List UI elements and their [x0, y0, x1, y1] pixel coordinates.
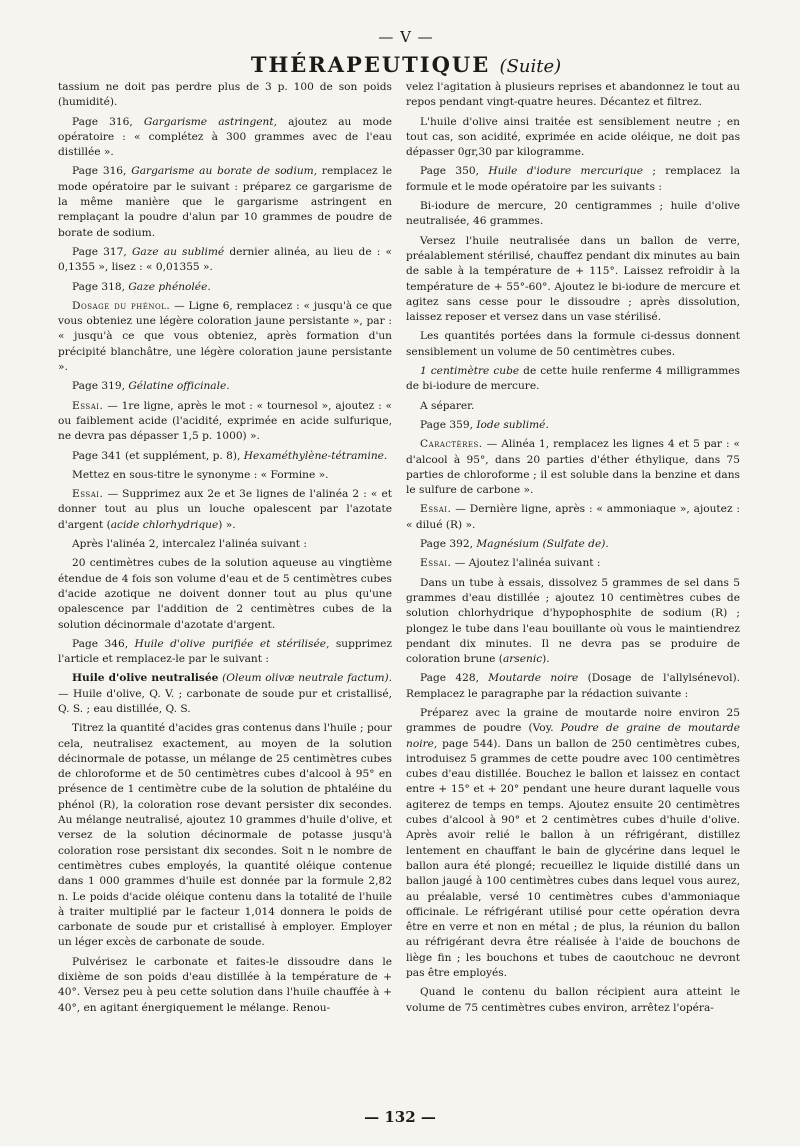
paragraph: Mettez en sous-titre le synonyme : « Formine ». — [72, 468, 329, 481]
paragraph: Les quantités portées dans la formule ci-dessus donnent sensiblement un volume de 50 centimètres cubes. — [406, 330, 740, 358]
paragraph: Bi-iodure de mercure, 20 centigrammes ; huile d'olive neutralisée, 46 grammes. — [406, 200, 740, 228]
heading-title: THÉRAPEUTIQUE — [250, 52, 491, 77]
paragraph: A séparer. — [420, 399, 475, 412]
paragraph: Page 350, Huile d'iodure mercurique ; remplacez la formule et le mode opératoire par les suivants : — [406, 165, 741, 193]
paragraph: Page 428, Moutarde noire (Dosage de l'allylsénevol). Remplacez le paragraphe par la rédaction suivante : — [406, 672, 740, 700]
paragraph: Caractères. — Alinéa 1, remplacez les lignes 4 et 5 par : « d'alcool à 95°, dans 20 parties d'éther éthylique, dans 75 parties de chloroforme ; il est soluble dans la benzine et dans le sulfure de carbone ». — [406, 438, 740, 497]
paragraph: Titrez la quantité d'acides gras contenus dans l'huile ; pour cela, neutralisez exactement, au moyen de la solution décinormale de potasse, un mélange de 25 centimètres cubes de chloroforme et de 50 centimètres cubes d'alcool à 95° en présence de 1 centimètre cube de la solution de phtaléine du phénol (R), la coloration rose devant persister dix secondes. Au mélange neutralisé, ajoutez 10 grammes d'huile d'olive, et versez de la solution décinormale de potasse jusqu'à coloration rose persistant dix secondes. Soit n le nombre de centimètres cubes employés, la quantité oléique contenue dans 1 000 grammes d'huile est donnée par la formule 2,82 n. Le poids d'acide oléique contenu dans la totalité de l'huile à traiter multiplié par le facteur 1,014 donnera le poids de carbonate de soude pur et cristallisé à employer. Employer un léger excès de carbonate de soude. — [58, 722, 392, 949]
paragraph: Page 346, Huile d'olive purifiée et stérilisée, supprimez l'article et remplacez-le par le suivant : — [58, 637, 392, 666]
paragraph: Dans un tube à essais, dissolvez 5 grammes de sel dans 5 grammes d'eau distillée ; ajoutez 10 centimètres cubes de solution chlorhydrique d'hypophosphite de sodium (R) ; plongez le tube dans l'eau bouillante où vous le maintiendrez pendant dix minutes. Il ne devra pas se produire de coloration brune (arsenic). — [406, 576, 740, 666]
paragraph: Huile d'olive neutralisée (Oleum olivæ neutrale factum). — Huile d'olive, Q. V. ; carbonate de soude pur et cristallisé, Q. S. ; eau distillée, Q. S. — [58, 672, 392, 715]
paragraph: Essai. — Ajoutez l'alinéa suivant : — [420, 557, 601, 570]
left-column — [58, 80, 392, 1080]
paragraph: Page 359, Iode sublimé. — [420, 418, 549, 431]
roman-page-number: — V — — [378, 28, 434, 46]
paragraph: Dosage du phénol. — Ligne 6, remplacez : « jusqu'à ce que vous obteniez une légère coloration jaune persistante », par : « jusqu'à ce que vous obteniez, après formation d'un précipité blanchâtre, une légère coloration jaune persistante ». — [58, 299, 392, 374]
paragraph: velez l'agitation à plusieurs reprises et abandonnez le tout au repos pendant vingt-quatre heures. Décantez et filtrez. — [406, 81, 740, 109]
paragraph: Page 319, Gélatine officinale. — [72, 380, 230, 393]
paragraph: Quand le contenu du ballon récipient aura atteint le volume de 75 centimètres cubes environ, arrêtez l'opéra- — [406, 986, 740, 1014]
paragraph: Pulvérisez le carbonate et faites-le dissoudre dans le dixième de son poids d'eau distillée à la température de + 40°. Versez peu à peu cette solution dans l'huile chauffée à + 40°, en agitant énergiquement le mélange. Renou- — [58, 955, 392, 1014]
paragraph: Page 317, Gaze au sublimé dernier alinéa, au lieu de : « 0,1355 », lisez : « 0,01355 ». — [58, 245, 392, 274]
paragraph: 20 centimètres cubes de la solution aqueuse au vingtième étendue de 4 fois son volume d'eau et de 5 centimètres cubes d'acide azotique ne doivent donner tout au plus qu'une opalescence par l'addition de 2 centimètres cubes de la solution décinormale d'azotate d'argent. — [58, 557, 392, 631]
paragraph: Page 318, Gaze phénolée. — [72, 280, 211, 293]
paragraph: Essai. — Supprimez aux 2e et 3e lignes de l'alinéa 2 : « et donner tout au plus un louche opalescent par l'azotate d'argent (acide chlorhydrique) ». — [58, 488, 392, 531]
paragraph: Essai. — Dernière ligne, après : « ammoniaque », ajoutez : « dilué (R) ». — [406, 503, 740, 531]
paragraph: Page 392, Magnésium (Sulfate de). — [420, 538, 609, 551]
paragraph: tassium ne doit pas perdre plus de 3 p. 100 de son poids (humidité). — [58, 81, 392, 109]
paragraph: Page 316, Gargarisme astringent, ajoutez au mode opératoire : « complétez à 300 grammes avec de l'eau distillée ». — [58, 115, 393, 159]
section-heading — [58, 50, 754, 80]
paragraph: L'huile d'olive ainsi traitée est sensiblement neutre ; en tout cas, son acidité, exprimée en acide oléique, ne doit pas dépasser 0gr,30 par kilogramme. — [406, 115, 740, 159]
heading-suite: (Suite) — [499, 56, 562, 77]
text-columns — [58, 80, 754, 1080]
right-column — [406, 80, 740, 1080]
paragraph: Après l'alinéa 2, intercalez l'alinéa suivant : — [72, 538, 308, 551]
paragraph: Essai. — 1re ligne, après le mot : « tournesol », ajoutez : « ou faiblement acide (l'acidité, exprimée en acide sulfurique, ne devra pas dépasser 1,5 p. 1000) ». — [58, 399, 392, 443]
paragraph: Page 341 (et supplément, p. 8), Hexaméthylène-tétramine. — [72, 449, 388, 462]
paragraph: 1 centimètre cube de cette huile renferme 4 milligrammes de bi-iodure de mercure. — [406, 365, 740, 393]
page-number: — 132 — — [364, 1108, 436, 1126]
paragraph: Page 316, Gargarisme au borate de sodium, remplacez le mode opératoire par le suivant : préparez ce gargarisme de la même manière que le gargarisme astringent en remplaçant la poudre d'alun par 10 grammes de poudre de borate de sodium. — [58, 165, 393, 239]
paragraph: Versez l'huile neutralisée dans un ballon de verre, préalablement stérilisé, chauffez pendant dix minutes au bain de sable à la température de + 115°. Laissez refroidir à la température de + 55°-60°. Ajoutez le bi-iodure de mercure et agitez sans cesse pour le dissoudre ; après dissolution, laissez reposer et versez dans un vase stérilisé. — [406, 234, 740, 324]
paragraph: Préparez avec la graine de moutarde noire environ 25 grammes de poudre (Voy. Poudre de graine de moutarde noire, page 544). Dans un ballon de 250 centimètres cubes, introduisez 5 grammes de cette poudre avec 100 centimètres cubes d'eau distillée. Bouchez le ballon et laissez en contact entre + 15° et + 20° pendant une heure durant laquelle vous agiterez de temps en temps. Ajoutez ensuite 20 centimètres cubes d'alcool à 90° et 2 centimètres cubes d'huile d'olive. Après avoir relié le ballon à un réfrigérant, distillez lentement en chauffant le bain de glycérine dans lequel le ballon aura été plongé; recueillez le liquide distillé dans un ballon jaugé à 100 centimètres cubes dans lequel vous aurez, au préalable, versé 10 centimètres cubes d'ammoniaque officinale. Le réfrigérant utilisé pour cette opération devra être en verre et non en métal ; de plus, la réunion du ballon au réfrigérant devra être réalisée à l'aide de bouchons de liège fin ; les bouchons et tubes de caoutchouc ne devront pas être employés. — [406, 706, 740, 980]
